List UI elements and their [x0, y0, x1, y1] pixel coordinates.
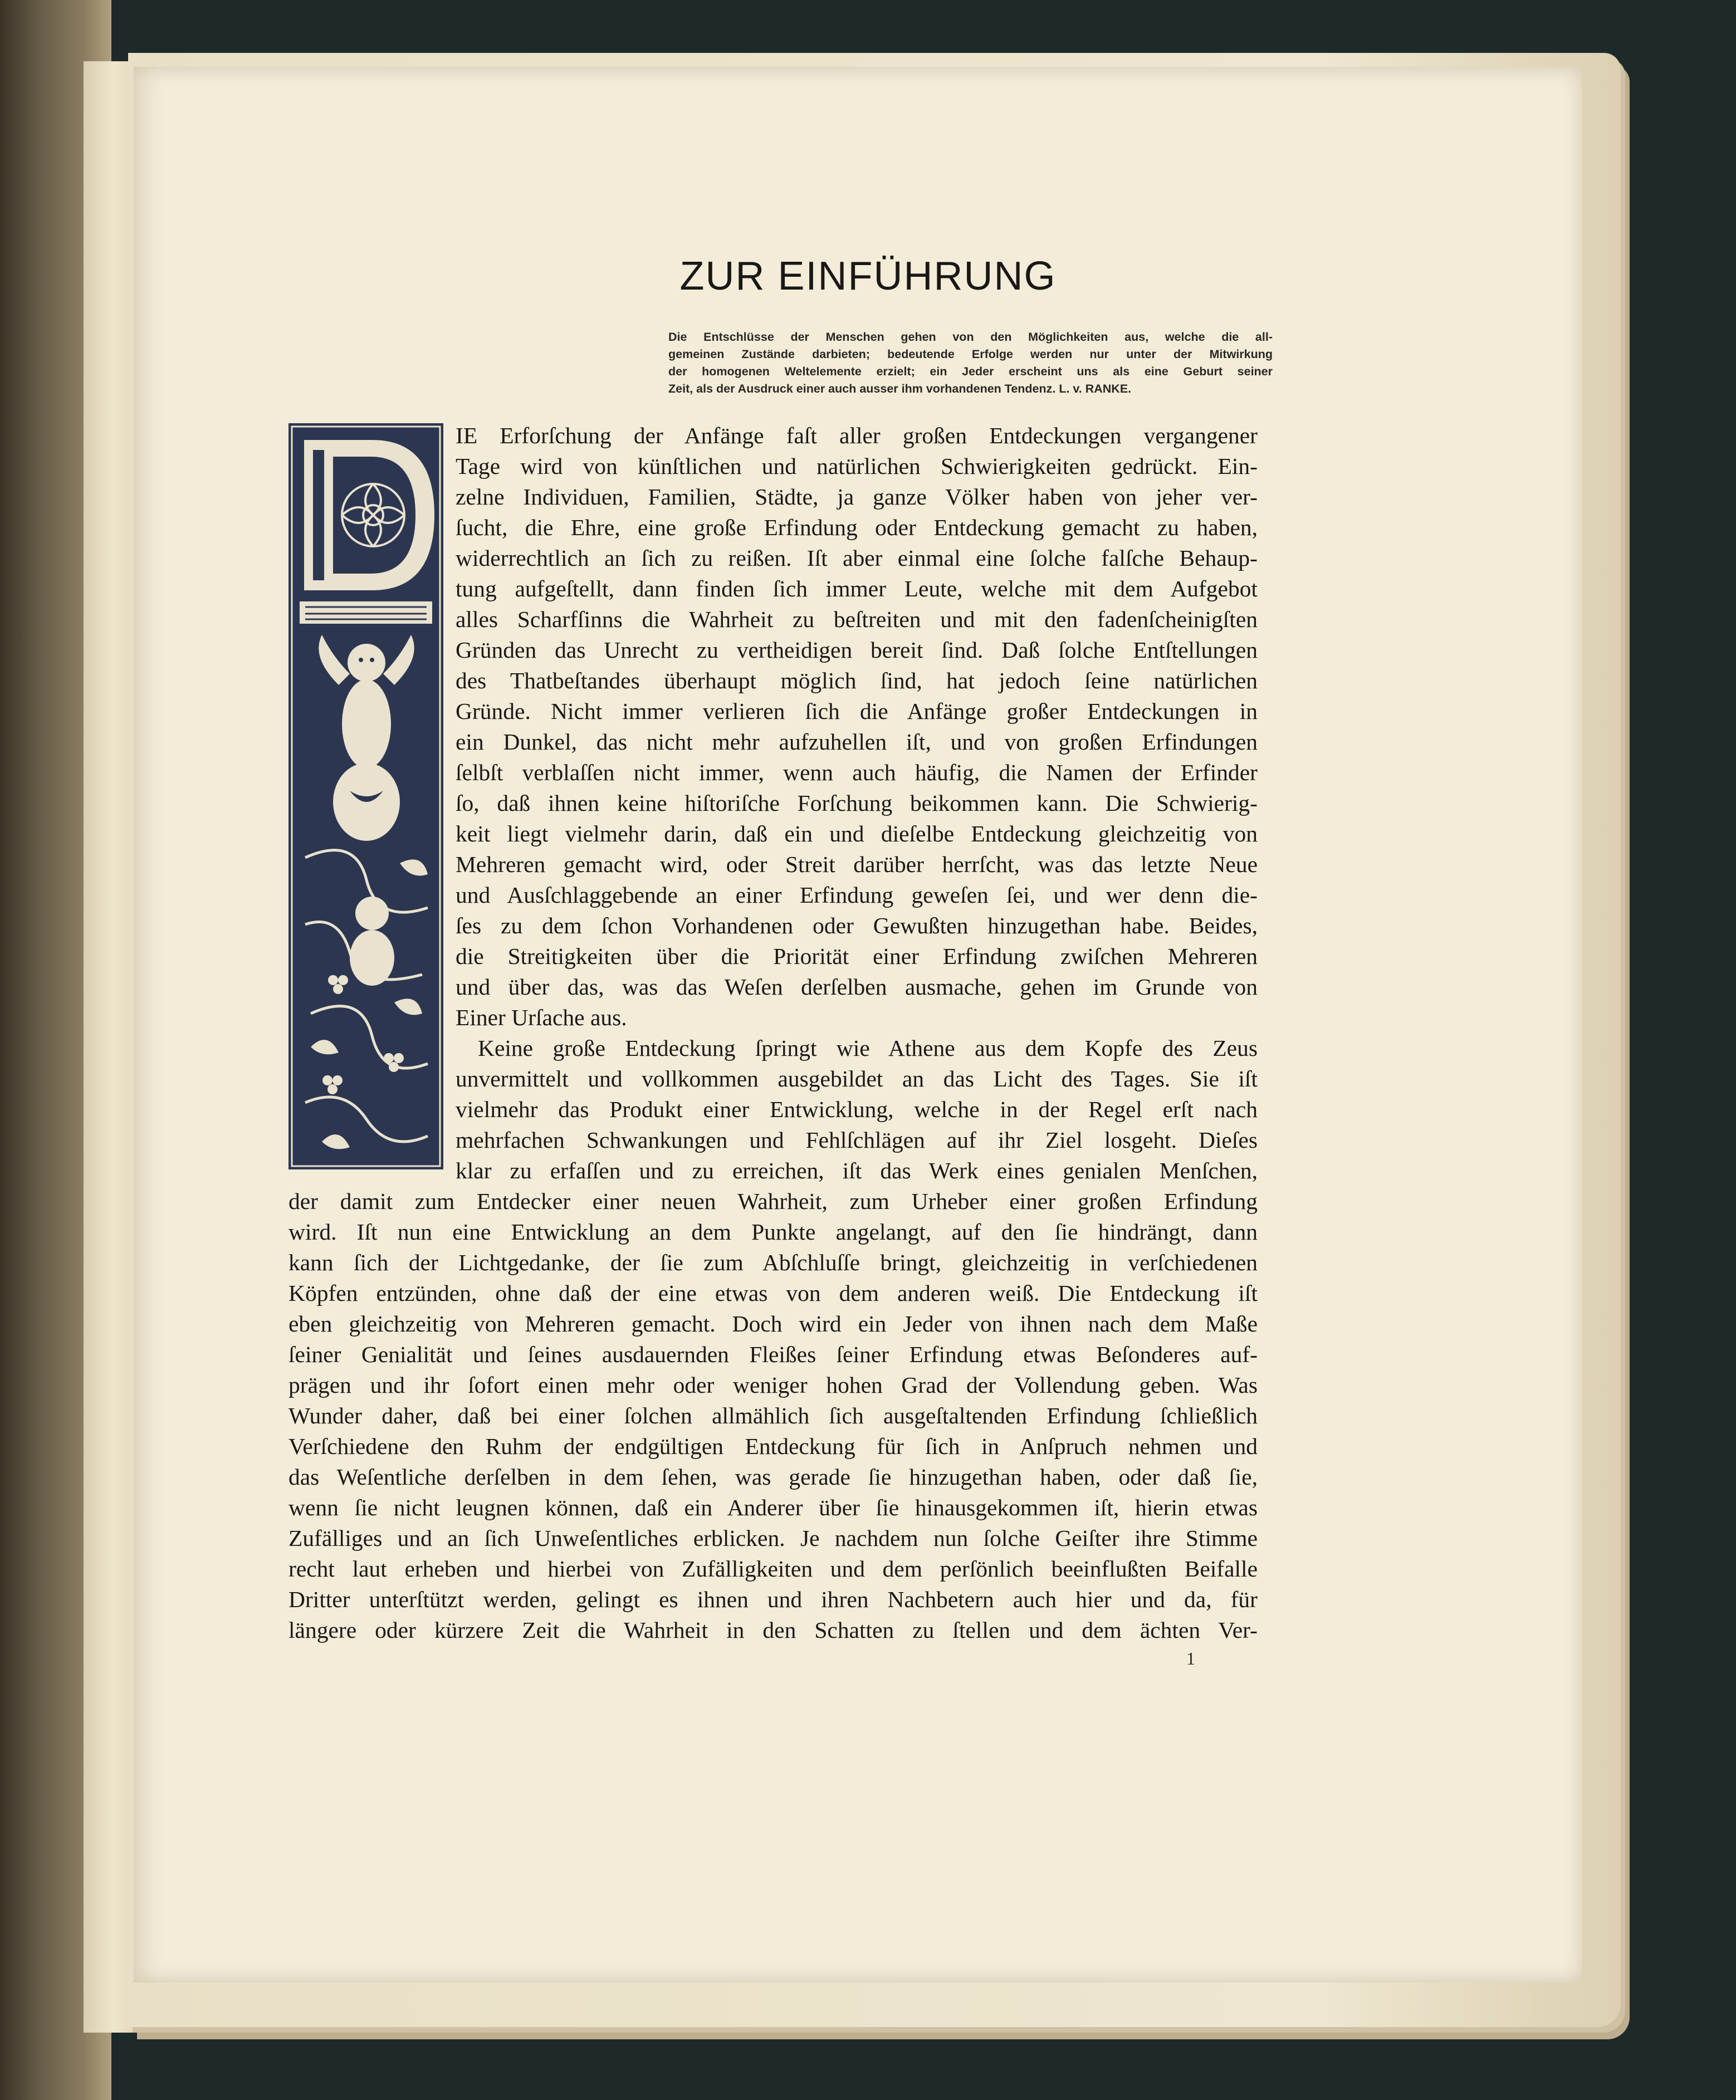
body-line: ſelbſt verblaſſen nicht immer, wenn auch häufig, die Namen der Erfinder: [456, 760, 1258, 785]
body-line: klar zu erfaſſen und zu erreichen, iſt das Werk eines genialen Menſchen,: [456, 1158, 1258, 1183]
body-line: Keine große Entdeckung ſpringt wie Athene aus dem Kopfe des Zeus: [478, 1035, 1258, 1061]
body-line: der damit zum Entdecker einer neuen Wahrheit, zum Urheber einer großen Erfindung: [288, 1188, 1258, 1214]
body-line: IE Erforſchung der Anfänge faſt aller großen Entdeckungen vergangener: [456, 423, 1258, 448]
body-line: längere oder kürzere Zeit die Wahrheit in den Schatten zu ſtellen und dem ächten Ver-: [288, 1617, 1258, 1643]
body-line: wenn ſie nicht leugnen können, daß ein Anderer über ſie hinausgekommen iſt, hierin etwas: [288, 1495, 1258, 1520]
body-line: zelne Individuen, Familien, Städte, ja ganze Völker haben von jeher ver-: [456, 484, 1258, 510]
body-line: ſeiner Genialität und ſeines ausdauernden Fleißes ſeiner Erfindung etwas Beſonderes auf-: [288, 1342, 1258, 1367]
body-line: kann ſich der Lichtgedanke, der ſie zum Abſchluſſe bringt, gleichzeitig in verſchiedenen: [288, 1250, 1258, 1275]
body-line: des Thatbeſtandes überhaupt möglich ſind, hat jedoch ſeine natürlichen: [456, 668, 1258, 693]
epigraph-line: Die Entschlüsse der Menschen gehen von den Möglichkeiten aus, welche die all-: [668, 330, 1273, 344]
epigraph-line: Zeit, als der Ausdruck einer auch ausser ihm vorhandenen Tendenz. L. v. RANKE.: [668, 382, 1132, 395]
body-line: Gründe. Nicht immer verlieren ſich die Anfänge großer Entdeckungen in: [456, 698, 1258, 724]
body-line: vielmehr das Produkt einer Entwicklung, welche in der Regel erſt nach: [456, 1096, 1258, 1122]
body-line: Einer Urſache aus.: [456, 1005, 627, 1030]
body-line: Mehreren gemacht wird, oder Streit darüber herrſcht, was das letzte Neue: [456, 851, 1258, 877]
body-line: alles Scharfſinns die Wahrheit zu beſtreiten und mit den fadenſcheinigſten: [456, 606, 1258, 632]
page-number: 1: [1186, 1648, 1195, 1668]
body-line: Dritter unterſtützt werden, gelingt es ihnen und ihren Nachbetern auch hier und da, für: [288, 1587, 1258, 1612]
body-line: Verſchiedene den Ruhm der endgültigen Entdeckung für ſich in Anſpruch nehmen und: [288, 1433, 1258, 1459]
body-line: und Ausſchlaggebende an einer Erfindung geweſen ſei, und wer denn die-: [456, 882, 1258, 908]
body-line: keit liegt vielmehr darin, daß ein und dieſelbe Entdeckung gleichzeitig von: [456, 821, 1258, 846]
epigraph-line: gemeinen Zustände darbieten; bedeutende Erfolge werden nur unter der Mitwirkung: [668, 347, 1273, 361]
body-line: Köpfen entzünden, ohne daß der eine etwas von dem anderen weiß. Die Entdeckung iſt: [288, 1280, 1258, 1306]
body-line: Wunder daher, daß bei einer ſolchen allmählich ſich ausgeſtaltenden Erfindung ſchließlich: [288, 1403, 1258, 1428]
body-line: ein Dunkel, das nicht mehr aufzuhellen iſt, und von großen Erfindungen: [456, 729, 1258, 755]
body-line: wird. Iſt nun eine Entwicklung an dem Punkte angelangt, auf den ſie hindrängt, dann: [288, 1219, 1258, 1245]
body-line: recht laut erheben und hierbei von Zufälligkeiten und dem perſönlich beeinflußten Beifalle: [288, 1556, 1258, 1582]
body-line: und über das, was das Weſen derſelben ausmache, gehen im Grunde von: [456, 974, 1258, 1000]
body-line: widerrechtlich an ſich zu reißen. Iſt aber einmal eine ſolche falſche Behaup-: [456, 545, 1258, 571]
body-line: ſo, daß ihnen keine hiſtoriſche Forſchung beikommen kann. Die Schwierig-: [456, 790, 1258, 816]
page-title: ZUR EINFÜHRUNG: [679, 254, 1057, 298]
body-line: das Weſentliche derſelben in dem ſehen, was gerade ſie hinzugethan haben, oder daß ſie,: [288, 1464, 1258, 1490]
body-line: tung aufgeſtellt, dann finden ſich immer Leute, welche mit dem Aufgebot: [456, 576, 1258, 601]
body-line: ſucht, die Ehre, eine große Erfindung oder Entdeckung gemacht zu haben,: [456, 515, 1258, 540]
body-line: unvermittelt und vollkommen ausgebildet an das Licht des Tages. Sie iſt: [456, 1066, 1258, 1091]
body-line: Zufälliges und an ſich Unweſentliches erblicken. Je nachdem nun ſolche Geiſter ihre Stimme: [288, 1525, 1258, 1551]
body-line: mehrfachen Schwankungen und Fehlſchlägen auf ihr Ziel losgeht. Dieſes: [456, 1127, 1258, 1153]
body-line: prägen und ihr ſofort einen mehr oder weniger hohen Grad der Vollendung geben. Was: [288, 1372, 1258, 1398]
body-line: ſes zu dem ſchon Vorhandenen oder Gewußten hinzugethan habe. Beides,: [456, 913, 1258, 938]
epigraph-line: der homogenen Weltelemente erzielt; ein Jeder erscheint uns als eine Geburt seiner: [668, 365, 1273, 378]
body-line: die Streitigkeiten über die Priorität einer Erfindung zwiſchen Mehreren: [456, 943, 1258, 969]
body-line: Gründen das Unrecht zu vertheidigen bereit ſind. Daß ſolche Entſtellungen: [456, 637, 1258, 663]
body-line: eben gleichzeitig von Mehreren gemacht. Doch wird ein Jeder von ihnen nach dem Maße: [288, 1311, 1258, 1337]
body-line: Tage wird von künſtlichen und natürlichen Schwierigkeiten gedrückt. Ein-: [456, 453, 1258, 479]
